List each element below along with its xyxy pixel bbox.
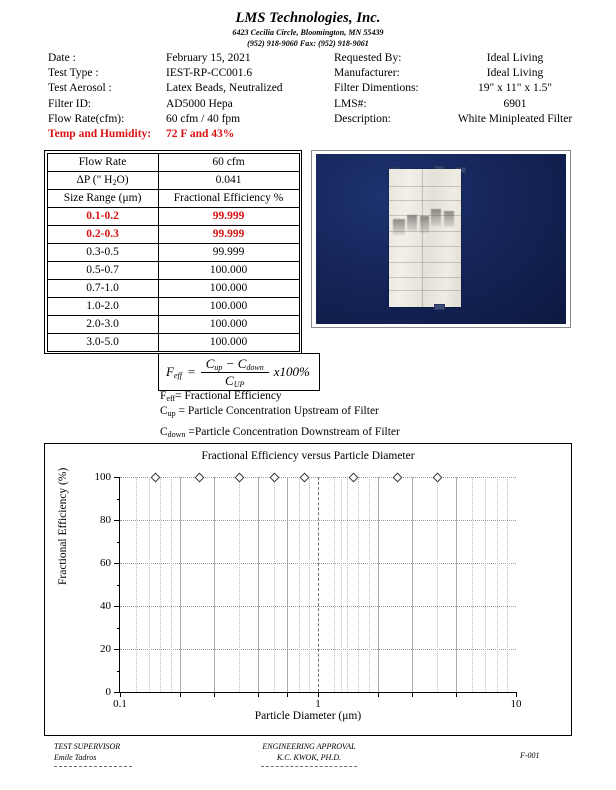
test-supervisor-title: TEST SUPERVISOR (54, 742, 121, 751)
chart-y-minor-tick (117, 585, 121, 586)
chart-gridline-minor (299, 477, 300, 692)
chart-x-minor-tick (180, 692, 181, 697)
chart-data-point (348, 473, 358, 483)
chart-data-point (433, 473, 443, 483)
chart-y-minor-tick (117, 628, 121, 629)
info-row-temp-humidity (48, 128, 578, 143)
engineering-approval-name: K.C. KWOK, PH.D. (276, 753, 342, 762)
chart-gridline-minor (149, 477, 150, 692)
cell-size-range: 3.0-5.0 (47, 333, 158, 351)
chart-gridline-minor (239, 477, 240, 692)
chart-data-point (392, 473, 402, 483)
chart-x-minor-tick (412, 692, 413, 697)
chart-gridline-minor (171, 477, 172, 692)
chart-gridline-vertical (258, 477, 259, 692)
document-code: F-001 (520, 751, 540, 760)
formula-lhs: $F_{eff}$ (166, 364, 182, 381)
info-row (48, 82, 578, 97)
chart-y-tick (114, 563, 120, 564)
signature-rule (54, 766, 132, 767)
chart-gridline-vertical (214, 477, 215, 692)
info-label-date: Date : (48, 52, 76, 64)
chart-y-tick-label: 100 (94, 471, 111, 483)
chart-gridline-minor (472, 477, 473, 692)
dp-label-post: O) (116, 174, 129, 186)
cell-flow-rate-value: 60 cfm (158, 153, 299, 171)
cell-efficiency: 100.000 (158, 333, 299, 351)
info-row (48, 98, 578, 113)
table-row (47, 243, 299, 261)
chart-y-tick (114, 606, 120, 607)
cell-pressure-drop-label (47, 171, 158, 189)
photo-clip-bottom (434, 304, 445, 310)
chart-gridline-minor (358, 477, 359, 692)
chart-gridline-minor (507, 477, 508, 692)
table-row (47, 333, 299, 351)
info-value-date: February 15, 2021 (166, 52, 251, 64)
test-info-block (48, 52, 578, 143)
formula-fraction (201, 357, 269, 387)
chart-x-minor-tick (456, 692, 457, 697)
table-row (47, 261, 299, 279)
formula-denominator: $C_{UP}$ (225, 372, 245, 389)
formula-numerator: $C_{up} - C_{down}$ (201, 357, 269, 373)
cell-size-range: 0.2-0.3 (47, 225, 158, 243)
formula-definition-cdown: $C_{down}$ =Particle Concentration Downstream of Filter (160, 426, 400, 439)
filter-media (389, 169, 462, 307)
chart-gridline-minor (369, 477, 370, 692)
chart-gridline-minor (334, 477, 335, 692)
company-phone: (952) 918-9060 Fax: (952) 918-9061 (247, 39, 369, 48)
cell-efficiency: 100.000 (158, 261, 299, 279)
info-row (48, 113, 578, 128)
chart-gridline-minor (341, 477, 342, 692)
dp-label-pre: ΔP (" H (76, 174, 113, 186)
company-address: 6423 Cecilia Circle, Bloomington, MN 55439 (232, 28, 384, 37)
dp-label-sub: 2 (112, 178, 117, 187)
info-label-test-aerosol: Test Aerosol : (48, 82, 112, 95)
chart-data-point (194, 473, 204, 483)
chart-x-minor-tick (214, 692, 215, 697)
chart-y-tick-label: 40 (100, 600, 111, 612)
chart-gridline-vertical (412, 477, 413, 692)
engineering-approval-title: ENGINEERING APPROVAL (262, 742, 356, 751)
chart-y-tick (114, 649, 120, 650)
cell-pressure-drop-value: 0.041 (158, 171, 299, 189)
chart-x-tick-label: 0.1 (113, 698, 127, 710)
chart-x-minor-tick (378, 692, 379, 697)
table-row (47, 207, 299, 225)
info-label-filter-id: Filter ID: (48, 97, 92, 110)
table-row-pressure-drop (47, 171, 299, 189)
chart-x-tick (120, 692, 121, 697)
chart-y-axis-label: Fractional Efficiency (%) (57, 467, 69, 585)
chart-y-tick-label: 60 (100, 557, 111, 569)
cell-size-range: 1.0-2.0 (47, 297, 158, 315)
cell-size-range: 2.0-3.0 (47, 315, 158, 333)
results-table (44, 150, 302, 354)
chart-gridline-minor (160, 477, 161, 692)
chart-y-minor-tick (117, 671, 121, 672)
chart-gridline-minor (136, 477, 137, 692)
info-label-lms-number: LMS#: (334, 97, 367, 110)
chart-x-minor-tick (258, 692, 259, 697)
chart-data-point (150, 473, 160, 483)
formula-definition-feff: $F_{eff}=$ Fractional Efficiency (160, 390, 282, 403)
chart-gridline-vertical (378, 477, 379, 692)
chart-title: Fractional Efficiency versus Particle Diameter (201, 450, 415, 462)
column-header-size-range: Size Range (μm) (47, 189, 158, 207)
chart-gridline-minor (347, 477, 348, 692)
chart-gridline-vertical (180, 477, 181, 692)
chart-gridline-vertical (456, 477, 457, 692)
chart-x-axis-label: Particle Diameter (μm) (254, 710, 362, 722)
chart-x-tick (516, 692, 517, 697)
test-supervisor-name: Emile Tadros (54, 753, 97, 762)
info-value-manufacturer: Ideal Living (486, 67, 544, 80)
chart-gridline-vertical (318, 477, 319, 692)
chart-gridline-vertical (287, 477, 288, 692)
cell-efficiency: 99.999 (158, 207, 299, 225)
cell-size-range: 0.1-0.2 (47, 207, 158, 225)
table-row (47, 225, 299, 243)
table-row (47, 315, 299, 333)
chart-x-tick (318, 692, 319, 697)
table-row-flow-rate (47, 153, 299, 171)
chart-x-tick-label: 10 (510, 698, 522, 710)
chart-y-tick-label: 0 (105, 686, 111, 698)
table-row (47, 279, 299, 297)
chart-plot-area (94, 471, 522, 710)
formula-definition-cup: $C_{up}$ = Particle Concentration Upstream of Filter (160, 405, 379, 418)
company-header (0, 10, 616, 49)
chart-y-tick (114, 477, 120, 478)
info-value-test-type: IEST-RP-CC001.6 (166, 67, 253, 80)
info-value-requested-by: Ideal Living (486, 52, 544, 64)
info-label-temp-humidity: Temp and Humidity: (48, 127, 152, 140)
chart-y-minor-tick (117, 542, 121, 543)
cell-flow-rate-label: Flow Rate (47, 153, 158, 171)
engineering-approval-signature (234, 742, 384, 767)
info-label-test-type: Test Type : (48, 67, 99, 80)
cell-efficiency: 100.000 (158, 279, 299, 297)
cell-efficiency: 99.999 (158, 243, 299, 261)
chart-y-tick-label: 80 (100, 514, 111, 526)
chart-gridline-minor (485, 477, 486, 692)
chart-gridline-minor (274, 477, 275, 692)
info-label-flow-rate: Flow Rate(cfm): (48, 112, 125, 125)
signature-rule (261, 766, 357, 767)
info-value-description: White Minipleated Filter (457, 112, 573, 125)
cell-efficiency: 99.999 (158, 225, 299, 243)
chart-y-tick-label: 20 (100, 643, 111, 655)
chart-gridline-minor (437, 477, 438, 692)
chart-data-point (235, 473, 245, 483)
info-label-requested-by: Requested By: (334, 52, 402, 64)
info-label-manufacturer: Manufacturer: (334, 67, 400, 80)
chart-y-tick (114, 520, 120, 521)
cell-efficiency: 100.000 (158, 297, 299, 315)
info-label-filter-dimensions: Filter Dimentions: (334, 82, 419, 95)
company-name: LMS Technologies, Inc. (235, 10, 381, 26)
info-row (48, 52, 578, 67)
table-header-row (47, 189, 299, 207)
filter-photo-frame (311, 150, 571, 328)
test-supervisor-signature (54, 742, 132, 767)
info-value-filter-dimensions: 19" x 11" x 1.5" (477, 82, 553, 95)
cell-efficiency: 100.000 (158, 315, 299, 333)
chart-gridline-minor (497, 477, 498, 692)
formula-equals: = (186, 364, 196, 380)
formula-box (158, 353, 320, 391)
column-header-fractional-efficiency: Fractional Efficiency % (158, 189, 299, 207)
chart-data-point (270, 473, 280, 483)
info-value-lms-number: 6901 (503, 97, 527, 110)
chart-x-tick-label: 1 (315, 698, 321, 710)
cell-size-range: 0.7-1.0 (47, 279, 158, 297)
info-value-test-aerosol: Latex Beads, Neutralized (166, 82, 283, 95)
efficiency-chart (44, 443, 572, 736)
chart-y-minor-tick (117, 499, 121, 500)
info-value-temp-humidity: 72 F and 43% (166, 127, 235, 140)
info-label-description: Description: (334, 112, 391, 125)
info-value-filter-id: AD5000 Hepa (166, 97, 233, 110)
info-row (48, 67, 578, 82)
formula-tail: x100% (273, 364, 310, 380)
table-row (47, 297, 299, 315)
chart-gridline-minor (309, 477, 310, 692)
cell-size-range: 0.3-0.5 (47, 243, 158, 261)
chart-x-minor-tick (287, 692, 288, 697)
info-value-flow-rate: 60 cfm / 40 fpm (166, 112, 241, 125)
cell-size-range: 0.5-0.7 (47, 261, 158, 279)
filter-photograph (316, 154, 566, 324)
